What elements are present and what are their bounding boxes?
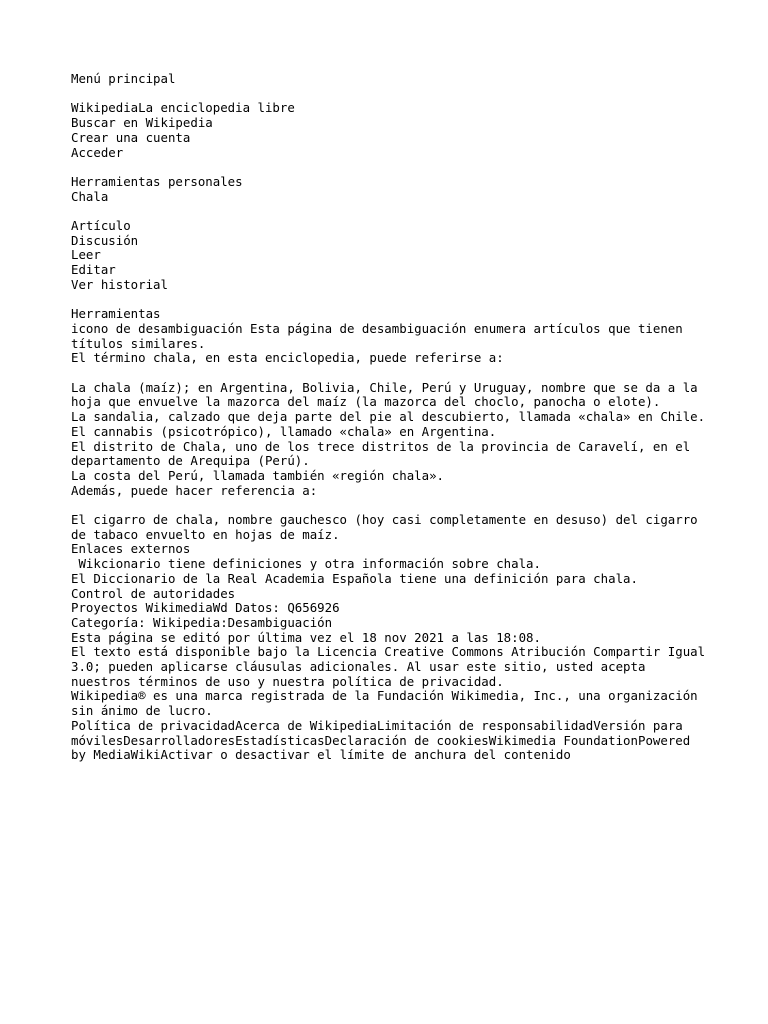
spacer (71, 498, 711, 513)
wikidata-link[interactable]: Proyectos WikimediaWd Datos: Q656926 (71, 600, 340, 616)
also-text: Además, puede hacer referencia a: (71, 482, 318, 498)
footer-link-statistics[interactable]: Estadísticas (235, 732, 325, 748)
footer-link-developers[interactable]: Desarrolladores (123, 732, 236, 748)
tools-menu[interactable]: Herramientas (71, 306, 161, 322)
list-item[interactable]: El cannabis (psicotrópico), llamado «chala» en Argentina. (71, 423, 497, 439)
list-item[interactable]: La costa del Perú, llamada también «región chala». (71, 467, 444, 483)
external-links-heading: Enlaces externos (71, 541, 191, 557)
page-content (71, 72, 711, 763)
tab-read[interactable]: Leer (71, 247, 101, 263)
category-link[interactable]: Categoría: Wikipedia:Desambiguación (71, 614, 333, 630)
search-link[interactable]: Buscar en Wikipedia (71, 115, 213, 131)
footer-link-about[interactable]: Acerca de Wikipedia (235, 717, 377, 733)
site-tagline: La enciclopedia libre (138, 100, 295, 116)
site-logo-line[interactable] (71, 101, 711, 116)
authority-control: Control de autoridades (71, 585, 236, 601)
last-edit-info: Esta página se editó por última vez el 18 nov 2021 a las 18:08. (71, 629, 541, 645)
footer-link-mobile[interactable]: Versión para móviles (71, 717, 691, 748)
footer-link-cookies[interactable]: Declaración de cookies (324, 732, 489, 748)
also-list (71, 513, 711, 542)
create-account-link[interactable]: Crear una cuenta (71, 129, 191, 145)
personal-tools-menu[interactable]: Herramientas personales (71, 173, 243, 189)
spacer (71, 366, 711, 381)
footer-link-privacy[interactable]: Política de privacidad (71, 717, 236, 733)
disambiguation-list (71, 381, 711, 484)
list-item[interactable]: La chala (maíz); en Argentina, Bolivia, Chile, Perú y Uruguay, nombre que se da a la hoja que envuelve la mazorca del maíz (la mazorca del choclo, panocha o elote). (71, 379, 706, 410)
spacer (71, 204, 711, 219)
tab-edit[interactable]: Editar (71, 262, 116, 278)
footer-link-disclaimer[interactable]: Limitación de responsabilidad (376, 717, 594, 733)
width-toggle-button[interactable]: Activar o desactivar el límite de anchura del contenido (160, 747, 571, 763)
tab-discussion[interactable]: Discusión (71, 232, 139, 248)
footer-link-wikimedia[interactable]: Wikimedia Foundation (488, 732, 638, 748)
spacer (71, 87, 711, 102)
site-name-link[interactable]: Wikipedia (71, 100, 139, 116)
list-item[interactable]: El cigarro de chala, nombre gauchesco (hoy casi completamente en desuso) del cigarro de tabaco envuelto en hojas de maíz. (71, 512, 706, 542)
license-text: El texto está disponible bajo la Licencia Creative Commons Atribución Compartir Igual 3.0; pueden aplicarse cláusulas adicionales. Al usar este sitio, usted acepta nuestros términos de uso y nuestra política de privacidad. (71, 644, 713, 689)
main-menu-button[interactable]: Menú principal (71, 71, 176, 86)
tab-history[interactable]: Ver historial (71, 276, 168, 292)
list-item[interactable]: El distrito de Chala, uno de los trece distritos de la provincia de Caravelí, en el departamento de Arequipa (Perú). (71, 438, 698, 469)
page-title: Chala (71, 188, 109, 204)
intro-text: El término chala, en esta enciclopedia, puede referirse a: (71, 350, 504, 366)
spacer (71, 293, 711, 308)
list-item[interactable]: La sandalia, calzado que deja parte del pie al descubierto, llamada «chala» en Chile. (71, 409, 706, 425)
rae-link[interactable]: El Diccionario de la Real Academia Española tiene una definición para chala. (71, 570, 638, 586)
footer-links (71, 719, 711, 763)
spacer (71, 160, 711, 175)
login-link[interactable]: Acceder (71, 144, 124, 160)
trademark-text: Wikipedia® es una marca registrada de la Fundación Wikimedia, Inc., una organización sin ánimo de lucro. (71, 688, 706, 719)
wiktionary-link[interactable]: Wikcionario tiene definiciones y otra información sobre chala. (71, 556, 541, 572)
footer-link-mediawiki[interactable]: Powered by MediaWiki (71, 732, 698, 763)
disambiguation-notice: icono de desambiguación Esta página de desambiguación enumera artículos que tienen títulos similares. (71, 320, 691, 351)
tab-article[interactable]: Artículo (71, 217, 131, 233)
